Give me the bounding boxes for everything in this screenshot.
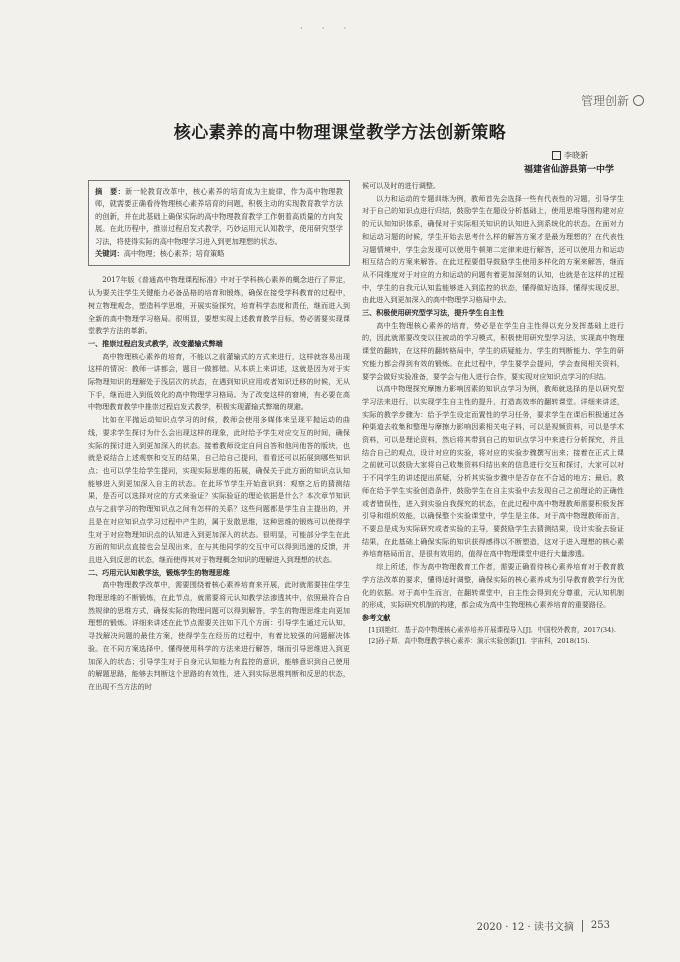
circle-icon — [633, 95, 644, 106]
section-3-heading: 三、积极使用研究型学习法，提升学生自主性 — [362, 308, 504, 318]
author-line — [552, 150, 588, 161]
abstract-text: 新一轮教育改革中，核心素养的培育成为主旋律，作为高中物理教师，就需要正确看待物理核心素养培育的问题，积极主动的实现教育教学方法的创新，并在此基础上确保实际的高中物理教育教学工作朝着高质量的方向发展。在此历程中，推崇过程启发式教学，巧妙运用元认知教学，使用研究型学习法，将使得实际的高中物理学习进入到更加理想的状态。 — [95, 187, 343, 246]
footer-divider — [582, 920, 583, 932]
section-3-paragraph-1: 高中生物理核心素养的培育，势必是在学生自主性得以充分发挥基础上进行的，因此就需要改变以往被动的学习模式，积极使用研究型学习法，实现高中物理课堂的翻转，在这样的翻转格局中，学生的质疑能力、学生的判断能力、学生的研究能力都会得到有效的锻炼。在此过程中，学生要学会提问，学会查阅相关资料，要学会做好实验准备，要学会与他人进行合作，要实现对应知识点学习的归结。 — [362, 320, 624, 381]
author-name: 李晓新 — [564, 151, 588, 160]
continued-paragraph: 候可以及时的进行调整。 — [362, 181, 441, 190]
section-2-paragraph-2: 以力和运动的专题训练为例，教师首先会选择一些有代表性的习题，引导学生对于自己的知识点进行归结，鼓励学生在题设分析基础上，使用思维导图构建对应的元认知知识体系，确保对于实际相关知识的认知进入到系统化的状态。在面对力和运动习题的时候，学生开始去思考什么样的解答方案才是最为理想的？在代表性习题情境中，学生会发现可以使用牛顿第二定律来进行解答，还可以使用力和运动相互结合的方案来解答。在此过程要倡导鼓励学生使用多样化的方案来解答，继而从不同维度对于对应的力和运动的问题有着更加深刻的认知，也就是在这样的过程中，学生的自我元认知监能够进入到监控的状态，懂得做好选择，懂得实现反思，由此进入到更加深入的高中物理学习格局中去。 — [362, 193, 624, 305]
column-tag-label: 管理创新 — [580, 94, 629, 108]
page-footer — [477, 918, 610, 933]
article-title: 核心素养的高中物理课堂教学方法创新策略 — [173, 123, 507, 143]
reference-item: [2]孙子斯．高中物理教学核心素养：演示实验创新[J]．宇宙科，2018(15). — [368, 637, 590, 646]
section-3-paragraph-2: 以高中物理探究摩擦力影响因素的知识点学习为例，教师就选择的是以研究型学习法来进行，以实现学生自主性的提升，打造高效率的翻转课堂。详细来讲述，实际的教学步骤为：给予学生设定而置性的学习任务，要求学生在课后积极通过各种渠道去收集和整理与摩擦力影响因素相关电子料，可以是视频资料，可以是学术资料，可以是理论资料，然后将其带到自己的知识点学习中来进行分析探究，并且结合自己的观点，设计对应的实验，将对应的实验步骤撰写出来；接着在正式上课之前就可以鼓励大家将自己收集资料归结出来的信息进行交互和探讨，大家可以对于不同学生的讲述提出质疑，分析其实验步骤中是否存在不合适的地方；最后，教师在给予学生实验创造条件，鼓励学生在自主实验中去发现自己之前理论的正确性或者错误性，进入到实验自我探究的状态，在此过程中高中物理教师需要积极发挥引导和组织效能，以确保整个实验课堂中，学生是主体。对于高中物理教师而言，不要总是成为实际研究或者实验的主导，要鼓励学生去猜测结果，设计实验去验证结果，在此基础上确保实际的知识获得感得以不断塑造，这对于进入理想的核心素养培育格局而言，是很有效用的，值得在高中物理课堂中进行大量渗透。 — [362, 384, 624, 559]
intro-paragraph: 2017年版《普通高中物理课程标准》中对于学科核心素养的概念进行了界定，认为要关注学生关键能力必备品格的培育和锻炼，确保在接受学科教育的过程中，树立物理观念，塑造科学思维，开展实验探究，培育科学态度和责任，继而进入到全新的高中物理学习格局。很明显，要想实现上述教育教学目标，势必需要实现课堂教学方法的革新。 — [88, 275, 350, 336]
abstract-box — [88, 180, 350, 266]
conclusion-paragraph: 综上所述，作为高中物理教育工作者，需要正确看待核心素养培育对于教育教学方法改革的要求，懂得适时调整，确保实际的核心素养成为引导教育教学行为优化的依据。对于高中生而言，在翻转课堂中，自主性会得到充分尊重，元认知机制的形成，实际研究机制的构建，都会成为高中生物理核心素养培育的重要路径。 — [362, 562, 624, 610]
page-number: 253 — [590, 920, 610, 931]
references-list — [362, 625, 624, 648]
issue-info: 2020 · 12 · 读书文摘 — [476, 922, 574, 933]
section-1-paragraph-1: 高中物理核心素养的培育，不能以之前灌输式的方式来进行，这样就容易出现这样的情况：教师一讲都会，题目一做都错。从本质上来讲述，这就是因为对于实际物理知识的理解处于浅层次的状态，在遇到知识应用或者知识迁移的时候，无从下手，继而进入到低效化的高中物理学习格局。为了改变这样的窘境，有必要在高中物理教育教学中推崇过程启发式教学，积极实现灌输式弊端的规避。 — [88, 351, 350, 412]
right-column — [362, 180, 624, 648]
top-marks: · · · — [300, 24, 355, 34]
section-2-paragraph-1: 高中物理教学改革中，需要围绕着核心素养培育来开展，此时就需要挂住学生物理思维的不断锻炼，在此节点，就需要将元认知教学法渗透其中，依照最符合自然规律的思维方式，确保实际的物理问题可以得到解答，学生的物理思维走向更加理想的锻炼。详细来讲述在此节点需要关注如下几个方面：引导学生通过元认知，寻找解决问题的最佳方案，使得学生在经历的过程中，有着比较强的问题解决体验。在不同方案选择中，懂得使用科学的方法来进行解答，继而引导思维进入到更加深入的状态；引导学生对于自身元认知能力有监控的意识，能够意识到自己使用的解题思路，能够去判断这个思路的有效性，进入到实际思维判断和反思的状态，在出现不当方法的时 — [88, 580, 350, 691]
reference-item: [1]刘艳红．基于高中物理核心素养培养开展课程导入[J]．中国校外教育，2017(34). — [368, 625, 616, 634]
section-2-heading: 二、巧用元认知教学法，锻炼学生的物理思维 — [88, 567, 230, 577]
abstract — [95, 186, 343, 248]
keywords — [95, 248, 343, 260]
section-1-heading: 一、推崇过程启发式教学，改变灌输式弊端 — [88, 338, 223, 348]
left-column — [88, 180, 350, 694]
keywords-label: 关键词： — [95, 249, 124, 259]
column-tag — [581, 92, 644, 109]
section-1-paragraph-2: 比如在平抛运动知识点学习的时候，教师会使用多媒体来呈现平抛运动的曲线，要求学生探讨为什么会出现这样的现象，此时给予学生对应交互的时间，确保实际的探讨进入到更加深入的状态。接着教师设定自问自答和他问他答的版块，也就是说结合上述观察和交互的结果，自己给自己提问，看看还可以拓展到哪些知识点；也可以学生给学生提问，实现实际思维的拓展，确保关于此方面的知识点认知能够进入到更加深入自主的状态。在此环节学生开始意识到：观察之后的猜测结果，是否可以选择对应的方式来验证？实际验证的理论依据是什么？本次章节知识点与之前学习的物理知识点之间有怎样的关系？这些问题都是学生自主提出的，并且是在对应知识点学习过程中产生的，属于发散思维，这种思维的锻炼可以使得学生对于对应物理知识点的认知进入到更加深入的状态。很明显，可能部分学生在此方面的知识点直接也会呈现出来，在与其他同学的交互中可以得到迅速的反馈，并且进入到反思的状态，继而使得其对于物理概念知识的理解进入到理想的状态。 — [88, 415, 350, 564]
abstract-label: 摘 要： — [95, 187, 126, 196]
author-affiliation: 福建省仙游县第一中学 — [523, 165, 614, 175]
keywords-text: 高中物理；核心素养；培育策略 — [123, 249, 225, 259]
references-heading: 参考文献 — [362, 612, 391, 622]
square-icon — [552, 151, 561, 160]
